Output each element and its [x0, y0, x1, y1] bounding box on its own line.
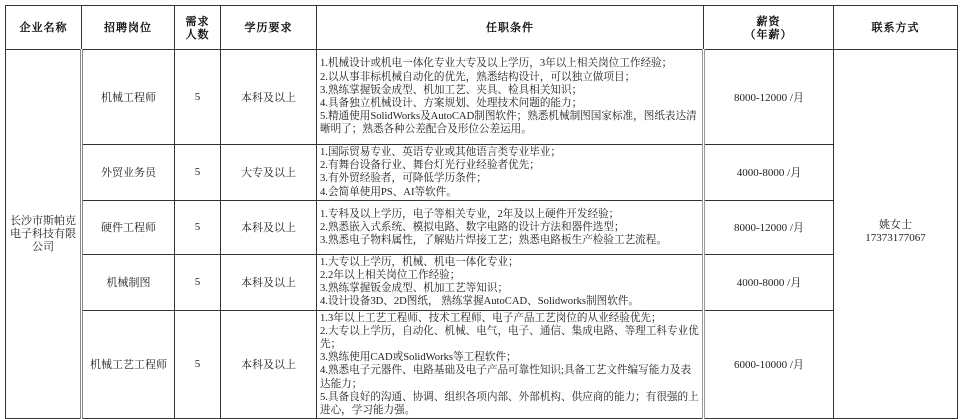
requirement-item: 4.设计设备3D、2D图纸， 熟练掌握AutoCAD、Solidworks制图软件。 — [320, 296, 639, 308]
contact-cell — [834, 50, 958, 419]
position-cell: 外贸业务员 — [82, 145, 175, 201]
recruitment-table — [5, 5, 958, 419]
position-cell: 硬件工程师 — [82, 200, 175, 254]
company-name — [6, 50, 82, 419]
requirement-item: 4.会简单使用PS、AI等软件。 — [320, 186, 457, 198]
position-cell: 机械制图 — [82, 254, 175, 310]
education-cell: 本科及以上 — [221, 254, 317, 310]
header-education: 学历要求 — [221, 6, 317, 50]
requirement-item: 3.熟练使用CAD或SolidWorks等工程软件； — [320, 352, 517, 364]
requirement-item: 1.机械设计或机电一体化专业大专及以上学历，3年以上相关岗位工作经验； — [320, 58, 673, 70]
requirement-item: 5.具备良好的沟通、协调、组织各项内部、外部机构、供应商的能力；有很强的上进心，学习能力强。 — [320, 391, 699, 417]
contact-name: 姚女士 — [879, 219, 912, 232]
education-cell: 本科及以上 — [221, 310, 317, 419]
company-name-line: 公司 — [32, 240, 54, 253]
requirement-item: 3.熟练掌握钣金成型、机加工艺等知识； — [320, 283, 509, 295]
requirements-cell — [317, 50, 704, 145]
requirement-item: 2.大专以上学历，自动化、机械、电气，电子、通信、集成电路、等理工科专业优先； — [320, 325, 699, 351]
education-cell: 本科及以上 — [221, 50, 317, 145]
education-cell: 大专及以上 — [221, 145, 317, 201]
header-company: 企业名称 — [6, 6, 82, 50]
company-name-line: 电子科技有限 — [10, 227, 76, 240]
requirement-item: 4.熟悉电子元器件、电路基础及电子产品可靠性知识;具备工艺文件编写能力及表达能力； — [320, 365, 692, 390]
count-cell: 5 — [175, 310, 221, 419]
header-count-line1: 需求 — [185, 14, 210, 28]
education-cell: 本科及以上 — [221, 200, 317, 254]
requirement-item: 2.有舞台设备行业、舞台灯光行业经验者优先； — [320, 160, 540, 172]
requirement-item: 1.大专以上学历，机械、机电一体化专业； — [320, 256, 519, 268]
requirement-item: 2.以从事非标机械自动化的优先，熟悉结构设计，可以独立做项目； — [320, 71, 636, 83]
header-count — [175, 6, 221, 50]
contact-phone: 17373177067 — [865, 232, 926, 245]
table-row — [6, 200, 958, 254]
requirement-item: 3.熟悉电子物料属性，了解贴片焊接工艺；熟悉电路板生产检验工艺流程。 — [320, 234, 667, 246]
salary-cell: 8000-12000 /月 — [704, 200, 834, 254]
header-requirements: 任职条件 — [317, 6, 704, 50]
requirements-cell — [317, 200, 704, 254]
salary-cell: 4000-8000 /月 — [704, 254, 834, 310]
table-row — [6, 254, 958, 310]
count-cell: 5 — [175, 200, 221, 254]
position-cell: 机械工程师 — [82, 50, 175, 145]
header-salary — [704, 6, 834, 50]
requirement-item: 1.专科及以上学历，电子等相关专业，2年及以上硬件开发经验； — [320, 208, 620, 220]
header-position: 招聘岗位 — [82, 6, 175, 50]
header-salary-line1: 薪资 — [756, 14, 781, 28]
table-row — [6, 310, 958, 419]
requirement-item: 3.熟练掌握钣金成型、机加工艺、夹具、检具相关知识； — [320, 84, 583, 96]
header-row — [6, 6, 958, 50]
table-row — [6, 50, 958, 145]
requirement-item: 5.精通使用SolidWorks及AutoCAD制图软件；熟悉机械制图国家标准，图纸表达清晰明了；熟悉各种公差配合及形位公差运用。 — [320, 111, 697, 136]
requirement-item: 3.有外贸经验者，可降低学历条件； — [320, 173, 487, 185]
requirement-item: 2.熟悉嵌入式系统、模拟电路、数字电路的设计方法和器件选型； — [320, 221, 625, 233]
requirement-item: 1.3年以上工艺工程师、技术工程师、电子产品工艺岗位的从业经验优先； — [320, 312, 662, 324]
table-row — [6, 145, 958, 201]
position-cell: 机械工艺工程师 — [82, 310, 175, 419]
requirement-item: 1.国际贸易专业、英语专业或其他语言类专业毕业； — [320, 147, 562, 158]
count-cell: 5 — [175, 254, 221, 310]
header-contact: 联系方式 — [834, 6, 958, 50]
company-name-line: 长沙市斯帕克 — [10, 214, 76, 227]
count-cell: 5 — [175, 145, 221, 201]
salary-cell: 8000-12000 /月 — [704, 50, 834, 145]
requirements-cell — [317, 310, 704, 419]
count-cell: 5 — [175, 50, 221, 145]
requirements-cell — [317, 145, 704, 201]
header-salary-line2: （年薪） — [744, 27, 793, 41]
requirement-item: 4.具备独立机械设计、方案规划、处理技术问题的能力； — [320, 98, 583, 109]
requirements-cell — [317, 254, 704, 310]
header-count-line2: 人数 — [185, 27, 210, 41]
requirement-item: 2.2年以上相关岗位工作经验； — [320, 270, 461, 282]
salary-cell: 6000-10000 /月 — [704, 310, 834, 419]
salary-cell: 4000-8000 /月 — [704, 145, 834, 201]
